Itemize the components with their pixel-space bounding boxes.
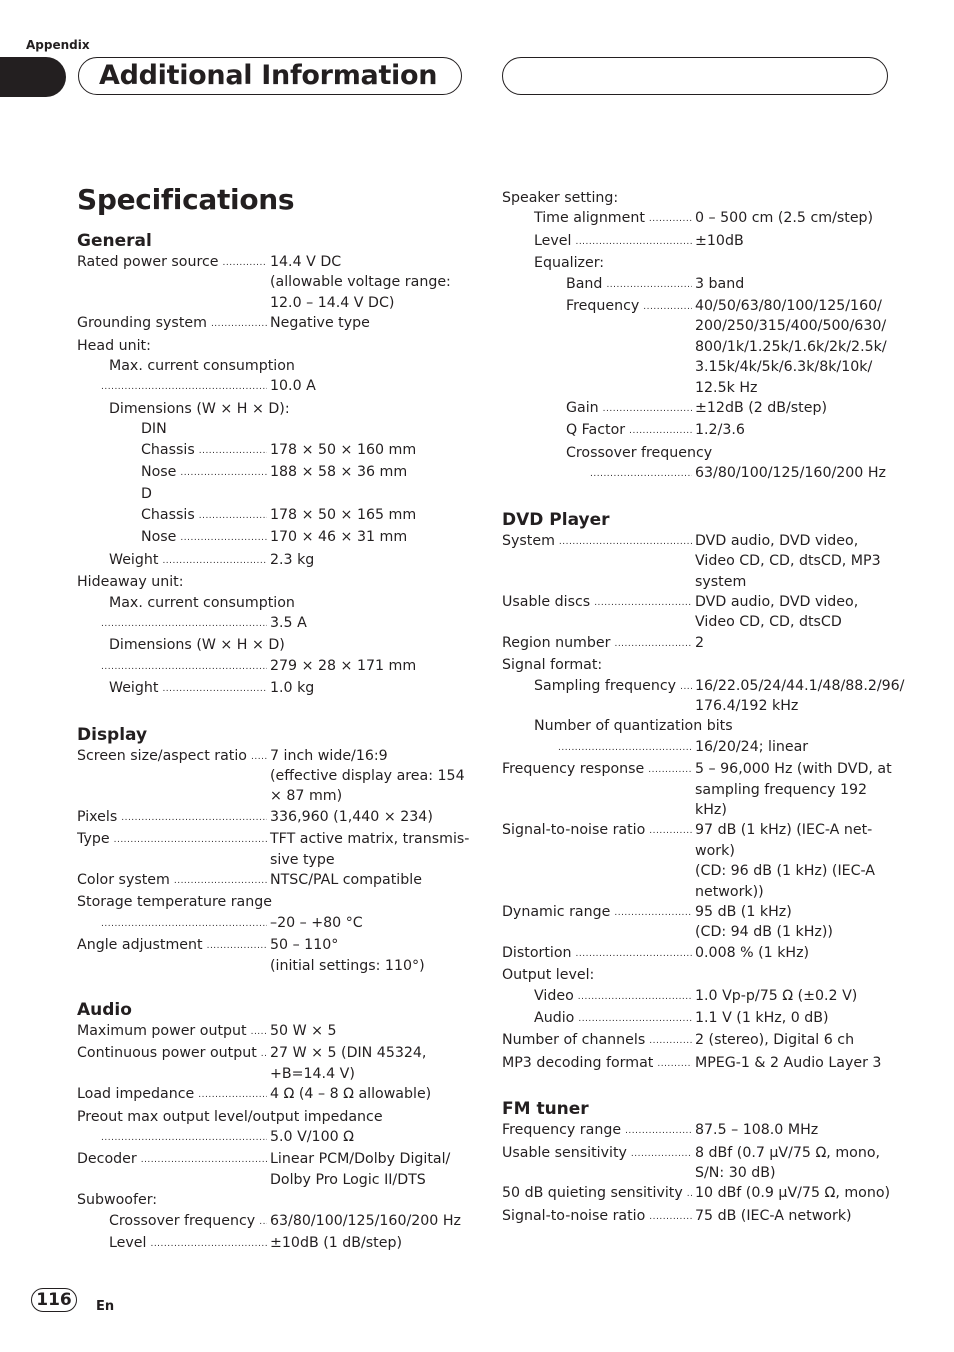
spec-distortion xyxy=(502,943,902,965)
spec-label: Angle adjustment xyxy=(77,937,203,954)
spec-value: 8 dBf (0.7 μV/75 Ω, mono, xyxy=(695,1144,881,1161)
spec-value: –20 – +80 °C xyxy=(270,914,363,931)
spec-mp3 xyxy=(502,1053,902,1075)
spec-value: 1.0 Vp-p/75 Ω (±0.2 V) xyxy=(695,987,858,1004)
spec-label: Gain xyxy=(566,400,599,417)
spec-cont-power xyxy=(77,1043,469,1084)
spec-label: Nose xyxy=(141,464,177,481)
section-label: Appendix xyxy=(26,38,90,52)
spec-label: DIN xyxy=(141,421,167,438)
spec-value: DVD audio, DVD video, xyxy=(695,593,859,610)
spec-value: 2.3 kg xyxy=(270,551,315,568)
spec-value: (CD: 96 dB (1 kHz) (IEC-A xyxy=(695,863,876,880)
spec-label: Screen size/aspect ratio xyxy=(77,747,247,764)
right-column xyxy=(502,188,905,1228)
spec-value: 3.15k/4k/5k/6.3k/8k/10k/ xyxy=(695,359,873,376)
spec-max-power xyxy=(77,1021,469,1043)
spec-label: Signal-to-noise ratio xyxy=(502,822,646,839)
spec-value: 0 – 500 cm (2.5 cm/step) xyxy=(695,210,874,227)
spec-value: 200/250/315/400/500/630/ xyxy=(695,318,887,335)
spec-value: 10.0 A xyxy=(270,378,316,395)
spec-value: 5 – 96,000 Hz (with DVD, at xyxy=(695,761,892,778)
spec-label: Rated power source xyxy=(77,254,219,270)
spec-value: sampling frequency 192 xyxy=(695,781,868,798)
spec-label: Distortion xyxy=(502,944,572,961)
spec-eq-frequency xyxy=(502,296,902,398)
spec-decoder xyxy=(77,1149,469,1190)
spec-head-weight xyxy=(77,550,469,572)
spec-value: 27 W × 5 (DIN 45324, xyxy=(270,1045,427,1062)
spec-quantization xyxy=(502,737,902,759)
spec-value: 800/1k/1.25k/1.6k/2k/2.5k/ xyxy=(695,338,887,355)
spec-value: 97 dB (1 kHz) (IEC-A net- xyxy=(695,822,873,839)
spec-speaker-level xyxy=(502,231,902,253)
spec-head-max-current xyxy=(77,376,469,398)
fm-heading: FM tuner xyxy=(502,1099,589,1120)
spec-label: Pixels xyxy=(77,808,118,825)
spec-value: Video CD, CD, dtsCD xyxy=(695,614,842,631)
spec-value: 0.008 % (1 kHz) xyxy=(695,944,810,961)
spec-channels xyxy=(502,1030,902,1052)
spec-value: 12.5k Hz xyxy=(695,379,758,396)
spec-group-label: Speaker setting: xyxy=(502,190,619,206)
spec-value: 4 Ω (4 – 8 Ω allowable) xyxy=(270,1086,432,1103)
spec-value: 40/50/63/80/100/125/160/ xyxy=(695,298,882,315)
spec-screen xyxy=(77,746,469,807)
spec-value: 75 dB (IEC-A network) xyxy=(695,1207,852,1224)
spec-value: ±10dB xyxy=(695,232,744,249)
spec-label: Dimensions (W × H × D) xyxy=(109,637,285,654)
spec-fm-usable xyxy=(502,1143,902,1184)
left-column xyxy=(77,229,469,1255)
spec-value: S/N: 30 dB) xyxy=(695,1165,776,1182)
spec-label: Usable discs xyxy=(502,593,591,610)
spec-group-label: Head unit: xyxy=(77,337,151,354)
spec-sub-level xyxy=(77,1233,469,1255)
spec-label: Frequency response xyxy=(502,761,645,778)
spec-label: System xyxy=(502,532,555,549)
spec-label: Weight xyxy=(109,551,159,568)
spec-value: ±10dB (1 dB/step) xyxy=(270,1235,403,1252)
general-heading: General xyxy=(77,231,152,251)
spec-label: MP3 decoding format xyxy=(502,1054,654,1071)
audio-heading: Audio xyxy=(77,1000,132,1020)
spec-value: (initial settings: 110°) xyxy=(270,957,425,974)
spec-value: 95 dB (1 kHz) xyxy=(695,904,792,920)
spec-system xyxy=(502,531,902,592)
spec-value: NTSC/PAL compatible xyxy=(270,871,422,888)
spec-value: (effective display area: 154 xyxy=(270,767,465,784)
spec-label: Color system xyxy=(77,871,170,888)
spec-group-label: Signal format: xyxy=(502,657,603,674)
spec-value: 178 × 50 × 160 mm xyxy=(270,441,417,458)
spec-label: Chassis xyxy=(141,441,195,458)
spec-value: 2 xyxy=(695,634,705,651)
spec-value: 5.0 V/100 Ω xyxy=(270,1129,354,1146)
spec-label: Audio xyxy=(534,1010,575,1027)
dvd-heading: DVD Player xyxy=(502,509,610,530)
spec-value: 279 × 28 × 171 mm xyxy=(270,657,417,674)
page-title: Specifications xyxy=(77,183,295,216)
spec-value: 14.4 V DC xyxy=(270,254,342,270)
spec-value: 2 (stereo), Digital 6 ch xyxy=(695,1032,855,1049)
spec-value: MPEG-1 & 2 Audio Layer 3 xyxy=(695,1054,882,1071)
spec-value: 3.5 A xyxy=(270,614,307,631)
spec-label: Crossover frequency xyxy=(566,444,713,461)
spec-label: Level xyxy=(534,232,572,249)
header-title: Additional Information xyxy=(99,60,438,91)
spec-value: sive type xyxy=(270,851,335,868)
spec-label: Max. current consumption xyxy=(109,358,295,375)
spec-value: × 87 mm) xyxy=(270,788,343,805)
spec-d-nose xyxy=(77,527,469,549)
spec-value: 16/20/24; linear xyxy=(695,738,809,755)
spec-label: Frequency range xyxy=(502,1122,622,1139)
header-title-box xyxy=(78,57,462,95)
spec-value: TFT active matrix, transmis- xyxy=(270,831,470,848)
spec-fm-snr xyxy=(502,1206,902,1228)
spec-frequency-response xyxy=(502,759,902,820)
spec-usable-discs xyxy=(502,592,902,633)
spec-value: 7 inch wide/16:9 xyxy=(270,747,388,764)
spec-value: 1.0 kg xyxy=(270,680,315,697)
spec-value: work) xyxy=(695,842,735,859)
spec-label: Usable sensitivity xyxy=(502,1144,627,1161)
spec-label: Band xyxy=(566,275,603,292)
spec-hide-weight xyxy=(77,678,469,700)
spec-value: 16/22.05/24/44.1/48/88.2/96/ xyxy=(695,677,905,694)
page-number: 116 xyxy=(31,1288,77,1312)
spec-snr xyxy=(502,820,902,902)
spec-label: Grounding system xyxy=(77,315,207,332)
spec-label: D xyxy=(141,486,152,503)
spec-label: Signal-to-noise ratio xyxy=(502,1207,646,1224)
spec-label: Type xyxy=(77,831,110,848)
spec-label: Storage temperature range xyxy=(77,894,272,911)
spec-value: 10 dBf (0.9 μV/75 Ω, mono) xyxy=(695,1185,891,1202)
spec-label: Frequency xyxy=(566,298,640,315)
spec-value: kHz) xyxy=(695,801,727,818)
spec-label: Dimensions (W × H × D): xyxy=(109,400,290,417)
spec-label: Load impedance xyxy=(77,1086,195,1103)
spec-band xyxy=(502,274,902,296)
spec-d-chassis xyxy=(77,505,469,527)
display-heading: Display xyxy=(77,724,148,745)
spec-group-label: Subwoofer: xyxy=(77,1192,158,1209)
spec-value: 87.5 – 108.0 MHz xyxy=(695,1122,819,1139)
spec-label: Level xyxy=(109,1235,147,1252)
spec-label: Nose xyxy=(141,529,177,546)
spec-label: Number of quantization bits xyxy=(534,718,733,735)
spec-group-label: Hideaway unit: xyxy=(77,574,184,591)
spec-label: Video xyxy=(534,987,574,1004)
spec-value: Dolby Pro Logic II/DTS xyxy=(270,1171,426,1188)
spec-label: Q Factor xyxy=(566,422,626,439)
spec-value: DVD audio, DVD video, xyxy=(695,532,859,549)
spec-value: 63/80/100/125/160/200 Hz xyxy=(270,1212,461,1229)
spec-value: 63/80/100/125/160/200 Hz xyxy=(695,465,886,482)
spec-label: Maximum power output xyxy=(77,1023,247,1039)
spec-value: 1.2/3.6 xyxy=(695,422,745,439)
spec-hide-dimensions xyxy=(77,656,469,678)
language-label: En xyxy=(96,1299,115,1314)
spec-value: 336,960 (1,440 × 234) xyxy=(270,808,433,825)
spec-group-label: Output level: xyxy=(502,967,595,984)
spec-value: ±12dB (2 dB/step) xyxy=(695,400,828,417)
spec-angle xyxy=(77,935,469,976)
spec-gain xyxy=(502,398,902,420)
spec-value: (CD: 94 dB (1 kHz)) xyxy=(695,924,833,941)
spec-crossover xyxy=(502,463,902,485)
spec-label: Decoder xyxy=(77,1151,137,1168)
spec-label: Max. current consumption xyxy=(109,594,295,611)
spec-label: Crossover frequency xyxy=(109,1212,256,1229)
spec-type xyxy=(77,829,469,870)
spec-value: 1.1 V (1 kHz, 0 dB) xyxy=(695,1010,829,1027)
spec-value: 50 W × 5 xyxy=(270,1023,337,1039)
spec-video-output xyxy=(502,986,902,1008)
spec-value: 188 × 58 × 36 mm xyxy=(270,464,408,481)
spec-label: Continuous power output xyxy=(77,1045,257,1062)
spec-value: 3 band xyxy=(695,275,745,292)
spec-fm-frequency xyxy=(502,1120,902,1142)
spec-storage xyxy=(77,913,469,935)
spec-preout xyxy=(77,1127,469,1149)
spec-din-nose xyxy=(77,462,469,484)
spec-label: Region number xyxy=(502,634,611,651)
section-tab-marker xyxy=(0,57,66,97)
spec-fm-quieting xyxy=(502,1183,902,1205)
spec-value: network)) xyxy=(695,883,764,900)
spec-region xyxy=(502,633,902,655)
spec-label: Weight xyxy=(109,680,159,697)
spec-value: system xyxy=(695,573,747,590)
spec-value: 170 × 46 × 31 mm xyxy=(270,529,408,546)
spec-label: Dynamic range xyxy=(502,904,611,920)
spec-value: (allowable voltage range: xyxy=(270,274,451,291)
spec-value: 176.4/192 kHz xyxy=(695,697,799,714)
spec-label: Sampling frequency xyxy=(534,677,677,694)
spec-time-alignment xyxy=(502,208,902,230)
spec-label: Preout max output level/output impedance xyxy=(77,1108,383,1125)
spec-din-chassis xyxy=(77,440,469,462)
spec-dynamic-range xyxy=(502,902,902,943)
spec-sampling xyxy=(502,676,905,717)
spec-value: 50 – 110° xyxy=(270,937,339,954)
spec-q-factor xyxy=(502,420,902,442)
spec-rated-power xyxy=(77,252,469,313)
spec-value: Negative type xyxy=(270,315,370,332)
spec-group-label: Equalizer: xyxy=(534,255,605,272)
spec-value: 178 × 50 × 165 mm xyxy=(270,506,417,523)
spec-value: Linear PCM/Dolby Digital/ xyxy=(270,1151,451,1168)
spec-label: Chassis xyxy=(141,506,195,523)
spec-load xyxy=(77,1084,469,1106)
spec-label: 50 dB quieting sensitivity xyxy=(502,1185,683,1202)
spec-sub-crossover xyxy=(77,1211,469,1233)
spec-value: 12.0 – 14.4 V DC) xyxy=(270,294,395,311)
spec-color-system xyxy=(77,870,469,892)
header-right-box xyxy=(502,57,888,95)
spec-label: Time alignment xyxy=(534,210,645,227)
spec-audio-output xyxy=(502,1008,902,1030)
spec-value: Video CD, CD, dtsCD, MP3 xyxy=(695,553,881,570)
spec-grounding xyxy=(77,313,469,335)
spec-label: Number of channels xyxy=(502,1032,646,1049)
spec-pixels xyxy=(77,807,469,829)
spec-hide-max-current xyxy=(77,613,469,635)
spec-value: +B=14.4 V) xyxy=(270,1065,355,1082)
